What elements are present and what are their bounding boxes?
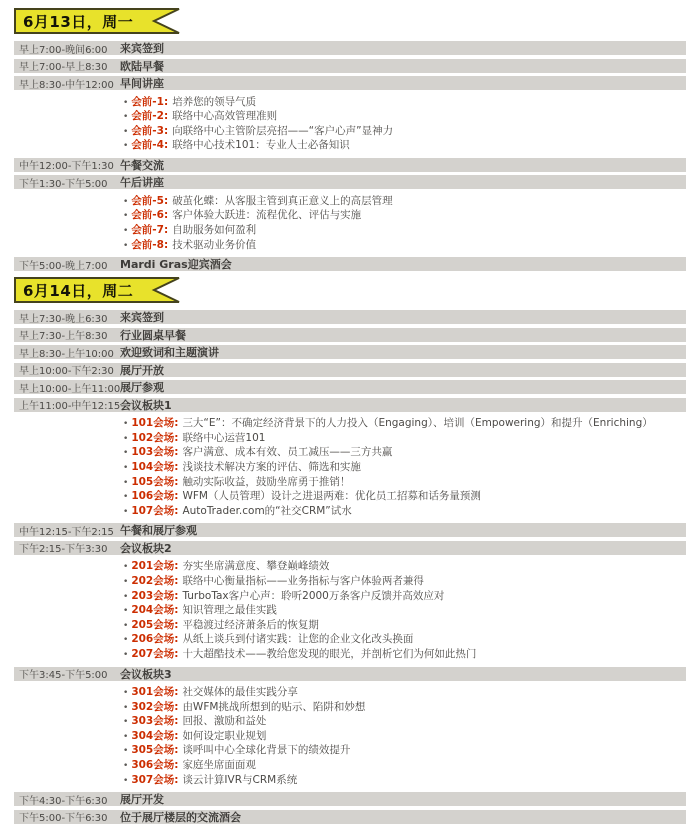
bullet-icon: • <box>123 492 129 503</box>
event-title: 行业圆桌早餐 <box>120 328 186 342</box>
session-item <box>123 125 686 140</box>
bullet-icon: • <box>123 463 129 474</box>
bullet-icon: • <box>123 717 129 728</box>
session-title: 夯实坐席满意度、攀登巅峰绩效 <box>182 560 330 573</box>
event-title: 来宾签到 <box>120 311 164 325</box>
schedule-row <box>14 380 686 394</box>
session-item <box>123 476 686 491</box>
event-title: 展厅参观 <box>120 381 164 395</box>
bullet-icon: • <box>123 562 129 573</box>
session-title: 破茧化蝶：从客服主管到真正意义上的高层管理 <box>172 194 393 207</box>
session-list <box>14 684 686 792</box>
session-label: 会前-4: <box>131 139 169 152</box>
session-label: 302会场: <box>131 700 179 713</box>
event-title: 午餐交流 <box>120 158 164 172</box>
time-range: 早上10:00-下午2:30 <box>19 366 114 378</box>
time-range: 中午12:00-下午1:30 <box>19 161 114 173</box>
session-list <box>14 193 686 257</box>
schedule-row <box>14 345 686 359</box>
session-title: 谈呼叫中心全球化背景下的绩效提升 <box>182 744 351 757</box>
session-title: 向联络中心主管阶层亮招——“客户心声”显神力 <box>172 124 394 137</box>
session-label: 104会场: <box>131 461 179 474</box>
session-label: 102会场: <box>131 431 179 444</box>
bullet-icon: • <box>123 775 129 786</box>
session-title: 回报、激励和益处 <box>182 715 267 728</box>
session-item <box>123 490 686 505</box>
bullet-icon: • <box>123 141 129 152</box>
session-title: 三大“E”：不确定经济背景下的人力投入（Engaging）、培训（Empowering）和提升（Enriching） <box>182 417 653 430</box>
time-range: 上午11:00-中午12:15 <box>19 401 121 413</box>
time-range: 早上10:00-上午11:00 <box>19 383 121 395</box>
session-title: 联络中心高效管理准则 <box>172 110 278 123</box>
session-item <box>123 759 686 774</box>
schedule-row <box>14 810 686 824</box>
session-item <box>123 633 686 648</box>
schedule-row <box>14 541 686 555</box>
session-item <box>123 744 686 759</box>
bullet-icon: • <box>123 477 129 488</box>
bullet-icon: • <box>123 731 129 742</box>
event-title: 会议板块1 <box>120 398 172 412</box>
session-label: 202会场: <box>131 575 179 587</box>
session-title: 联络中心衡量指标——业务指标与客户体验两者兼得 <box>182 575 424 587</box>
time-range: 下午1:30-下午5:00 <box>19 178 108 190</box>
session-label: 107会场: <box>131 504 179 517</box>
schedule-row <box>14 41 686 55</box>
time-range: 下午5:00-晚上7:00 <box>19 260 108 272</box>
schedule-row <box>14 158 686 172</box>
time-range: 下午4:30-下午6:30 <box>19 795 108 807</box>
time-range: 下午5:00-下午6:30 <box>19 813 108 825</box>
event-title: 来宾签到 <box>120 42 164 55</box>
session-title: WFM（人员管理）设计之进退两难：优化员工招募和话务量预测 <box>182 490 481 503</box>
event-title: 位于展厅楼层的交流酒会 <box>120 810 241 824</box>
session-title: 知识管理之最佳实践 <box>182 604 277 617</box>
bullet-icon: • <box>123 97 129 108</box>
schedule-row <box>14 398 686 412</box>
session-label: 305会场: <box>131 744 179 757</box>
bullet-icon: • <box>123 211 129 222</box>
event-title: 欧陆早餐 <box>120 59 164 73</box>
session-label: 106会场: <box>131 490 179 503</box>
event-title: Mardi Gras迎宾酒会 <box>120 258 232 272</box>
time-range: 早上7:30-晚上6:30 <box>19 313 108 325</box>
event-title: 会议板块3 <box>120 667 172 681</box>
session-item <box>123 701 686 716</box>
session-title: 浅谈技术解决方案的评估、筛选和实施 <box>182 461 361 474</box>
session-title: 十大超酷技术——教给您发现的眼光，并剖析它们为何如此热门 <box>182 647 477 660</box>
session-list <box>14 94 686 158</box>
event-title: 会议板块2 <box>120 541 172 555</box>
session-title: 触动实际收益，鼓励坐席勇于推销！ <box>182 475 351 488</box>
session-label: 204会场: <box>131 604 179 617</box>
session-title: 如何设定职业规划 <box>182 729 267 742</box>
session-label: 203会场: <box>131 589 179 602</box>
time-range: 早上8:30-中午12:00 <box>19 79 114 91</box>
session-title: 由WFM挑战所想到的贴示、陷阱和妙想 <box>182 700 366 713</box>
session-item <box>123 619 686 634</box>
schedule-row <box>14 257 686 271</box>
bullet-icon: • <box>123 433 129 444</box>
session-title: 客户体验大跃进：流程优化、评估与实施 <box>172 209 362 222</box>
event-title: 早间讲座 <box>120 77 164 90</box>
session-item <box>123 239 686 254</box>
session-label: 105会场: <box>131 475 179 488</box>
time-range: 下午2:15-下午3:30 <box>19 544 108 556</box>
session-title: 谈云计算IVR与CRM系统 <box>182 773 298 786</box>
schedule-row <box>14 523 686 537</box>
session-label: 303会场: <box>131 715 179 728</box>
day-section <box>14 277 686 823</box>
session-item <box>123 432 686 447</box>
session-item <box>123 604 686 619</box>
schedule-row <box>14 792 686 806</box>
session-label: 会前-8: <box>131 238 169 251</box>
schedule-row <box>14 363 686 377</box>
bullet-icon: • <box>123 688 129 699</box>
bullet-icon: • <box>123 506 129 517</box>
day-title: 6月13日，周一 <box>23 13 134 31</box>
schedule-row <box>14 310 686 324</box>
bullet-icon: • <box>123 606 129 617</box>
bullet-icon: • <box>123 591 129 602</box>
session-item <box>123 730 686 745</box>
session-item <box>123 209 686 224</box>
day-section <box>14 8 686 271</box>
session-item <box>123 195 686 210</box>
session-item <box>123 715 686 730</box>
bullet-icon: • <box>123 577 129 587</box>
session-title: 家庭坐席面面观 <box>182 759 256 772</box>
session-title: 社交媒体的最佳实践分享 <box>182 686 298 699</box>
session-label: 会前-3: <box>131 124 169 137</box>
session-item <box>123 505 686 520</box>
session-label: 201会场: <box>131 560 179 573</box>
event-title: 展厅开放 <box>120 363 164 377</box>
bullet-icon: • <box>123 635 129 646</box>
session-title: 联络中心运营101 <box>182 431 266 444</box>
session-item <box>123 446 686 461</box>
session-label: 306会场: <box>131 759 179 772</box>
event-title: 展厅开发 <box>120 793 164 807</box>
time-range: 早上7:00-早上8:30 <box>19 62 108 73</box>
session-title: AutoTrader.com的“社交CRM”试水 <box>182 504 352 517</box>
session-list <box>14 558 686 666</box>
bullet-icon: • <box>123 702 129 713</box>
session-item <box>123 575 686 590</box>
time-range: 下午3:45-下午5:00 <box>19 670 108 682</box>
session-item <box>123 560 686 575</box>
session-label: 103会场: <box>131 446 179 459</box>
session-item <box>123 590 686 605</box>
session-label: 205会场: <box>131 618 179 631</box>
session-label: 101会场: <box>131 417 179 430</box>
session-label: 307会场: <box>131 773 179 786</box>
day-banner <box>14 277 180 303</box>
schedule-row <box>14 175 686 189</box>
event-title: 欢迎致词和主题演讲 <box>120 346 219 360</box>
bullet-icon: • <box>123 419 129 430</box>
bullet-icon: • <box>123 240 129 251</box>
time-range: 中午12:15-下午2:15 <box>19 526 114 538</box>
session-title: 自助服务如何盈利 <box>172 224 257 237</box>
session-label: 会前-2: <box>131 110 169 123</box>
session-title: 客户满意、成本有效、员工减压——三方共赢 <box>182 446 393 459</box>
session-label: 会前-5: <box>131 194 169 207</box>
session-title: 联络中心技术101：专业人士必备知识 <box>172 139 350 152</box>
bullet-icon: • <box>123 448 129 459</box>
session-title: 从纸上谈兵到付诸实践：让您的企业文化改头换面 <box>182 633 414 646</box>
bullet-icon: • <box>123 649 129 660</box>
session-item <box>123 224 686 239</box>
day-title: 6月14日，周二 <box>23 282 134 301</box>
bullet-icon: • <box>123 196 129 207</box>
bullet-icon: • <box>123 126 129 137</box>
time-range: 早上7:30-上午8:30 <box>19 331 108 343</box>
bullet-icon: • <box>123 226 129 237</box>
session-item <box>123 96 686 111</box>
session-item <box>123 686 686 701</box>
session-label: 会前-6: <box>131 209 169 222</box>
session-label: 301会场: <box>131 686 179 699</box>
session-item <box>123 774 686 789</box>
session-list <box>14 415 686 523</box>
event-title: 午后讲座 <box>120 176 164 190</box>
session-title: 技术驱动业务价值 <box>172 238 257 251</box>
session-label: 206会场: <box>131 633 179 646</box>
day-rows <box>14 310 686 823</box>
session-title: 平稳渡过经济萧条后的恢复期 <box>182 618 319 631</box>
day-banner <box>14 8 180 34</box>
session-item <box>123 461 686 476</box>
session-title: TurboTax客户心声：聆听2000万条客户反馈并高效应对 <box>182 589 445 602</box>
schedule-row <box>14 667 686 681</box>
time-range: 早上7:00-晚间6:00 <box>19 44 108 56</box>
session-title: 培养您的领导气质 <box>172 95 257 108</box>
session-label: 会前-7: <box>131 224 169 237</box>
bullet-icon: • <box>123 761 129 772</box>
event-title: 午餐和展厅参观 <box>120 524 197 538</box>
session-label: 会前-1: <box>131 95 169 108</box>
session-item <box>123 110 686 125</box>
time-range: 早上8:30-上午10:00 <box>19 348 114 360</box>
schedule-row <box>14 59 686 73</box>
bullet-icon: • <box>123 620 129 631</box>
session-label: 304会场: <box>131 729 179 742</box>
schedule-root <box>14 8 686 824</box>
session-item <box>123 417 686 432</box>
day-rows <box>14 41 686 271</box>
bullet-icon: • <box>123 746 129 757</box>
schedule-row <box>14 328 686 342</box>
schedule-row <box>14 76 686 90</box>
session-item <box>123 648 686 663</box>
session-label: 207会场: <box>131 647 179 660</box>
session-item <box>123 139 686 154</box>
bullet-icon: • <box>123 112 129 123</box>
